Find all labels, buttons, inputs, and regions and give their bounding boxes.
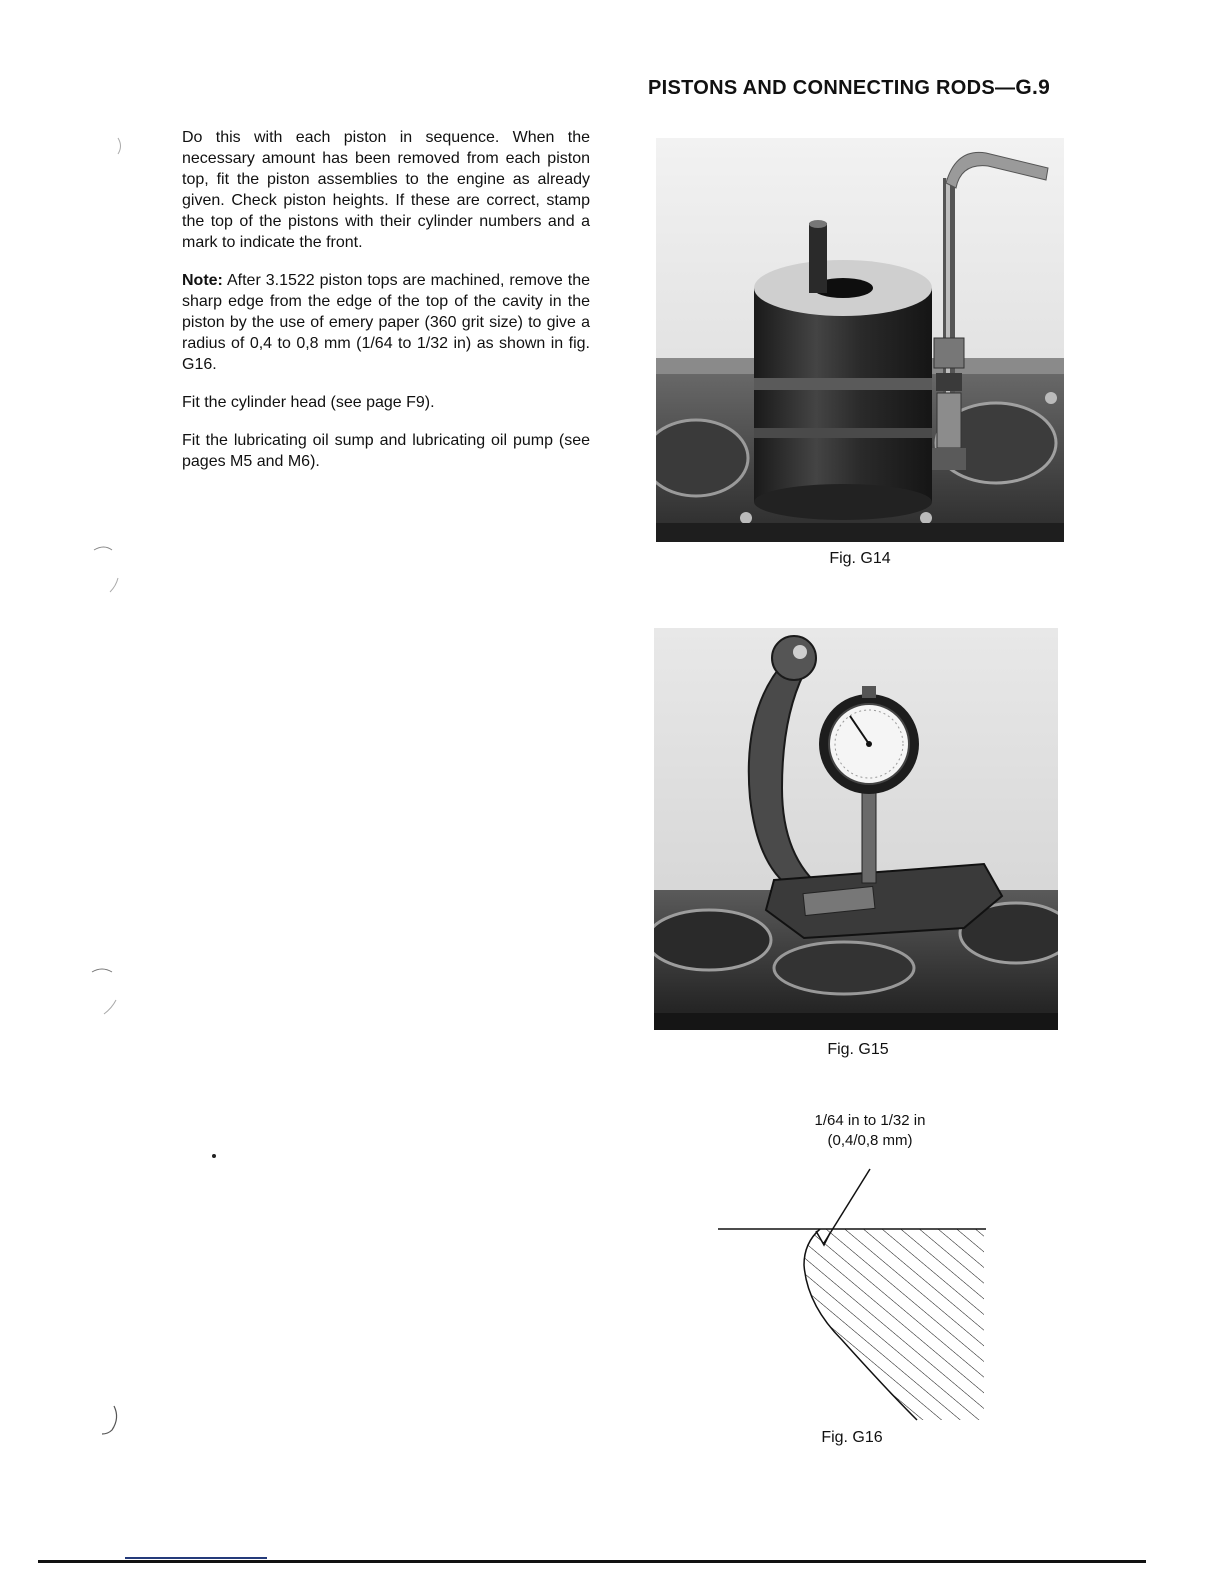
note-label: Note:: [182, 272, 223, 289]
page-code: G.9: [1015, 76, 1051, 99]
paragraph-sump: Fit the lubricating oil sump and lubricating oil pump (see pages M5 and M6).: [182, 432, 590, 470]
bottom-rule-accent: [125, 1557, 267, 1559]
figure-g14-caption: Fig. G14: [829, 550, 891, 567]
figure-g16-label-inches: 1/64 in to 1/32 in: [814, 1112, 926, 1129]
figure-g16-label: [770, 1111, 970, 1151]
bottom-rule: [38, 1560, 1146, 1563]
margin-scan-marks: [90, 130, 130, 1450]
figure-g14-photo: [656, 138, 1064, 542]
page-title: PISTONS AND CONNECTING RODS—: [648, 77, 1016, 99]
page-header: [648, 76, 1078, 100]
note-text: After 3.1522 piston tops are machined, remove the sharp edge from the edge of the top of the cavity in the piston by the use of emery paper (360 grit size) to give a radius of 0,4 to 0,8 mm (1/64 to 1/32 in) as shown in fig. G16.: [182, 272, 590, 373]
paragraph-note: [182, 270, 590, 375]
figure-g16-diagram: [712, 1165, 992, 1425]
figure-g16-label-mm: (0,4/0,8 mm): [827, 1132, 913, 1149]
scan-dot: [210, 1152, 218, 1160]
paragraph-cylinder-head: Fit the cylinder head (see page F9).: [182, 394, 435, 411]
figure-g15-caption: Fig. G15: [827, 1041, 889, 1058]
body-text: [182, 127, 590, 489]
figure-g15-photo: [654, 628, 1058, 1030]
paragraph-procedure: Do this with each piston in sequence. When the necessary amount has been removed from each piston top, fit the piston assemblies to the engine as already given. Check piston heights. If these are correct, stamp the top of the pistons with their cylinder numbers and a mark to indicate the front.: [182, 129, 590, 251]
figure-g16-caption: Fig. G16: [821, 1429, 883, 1446]
